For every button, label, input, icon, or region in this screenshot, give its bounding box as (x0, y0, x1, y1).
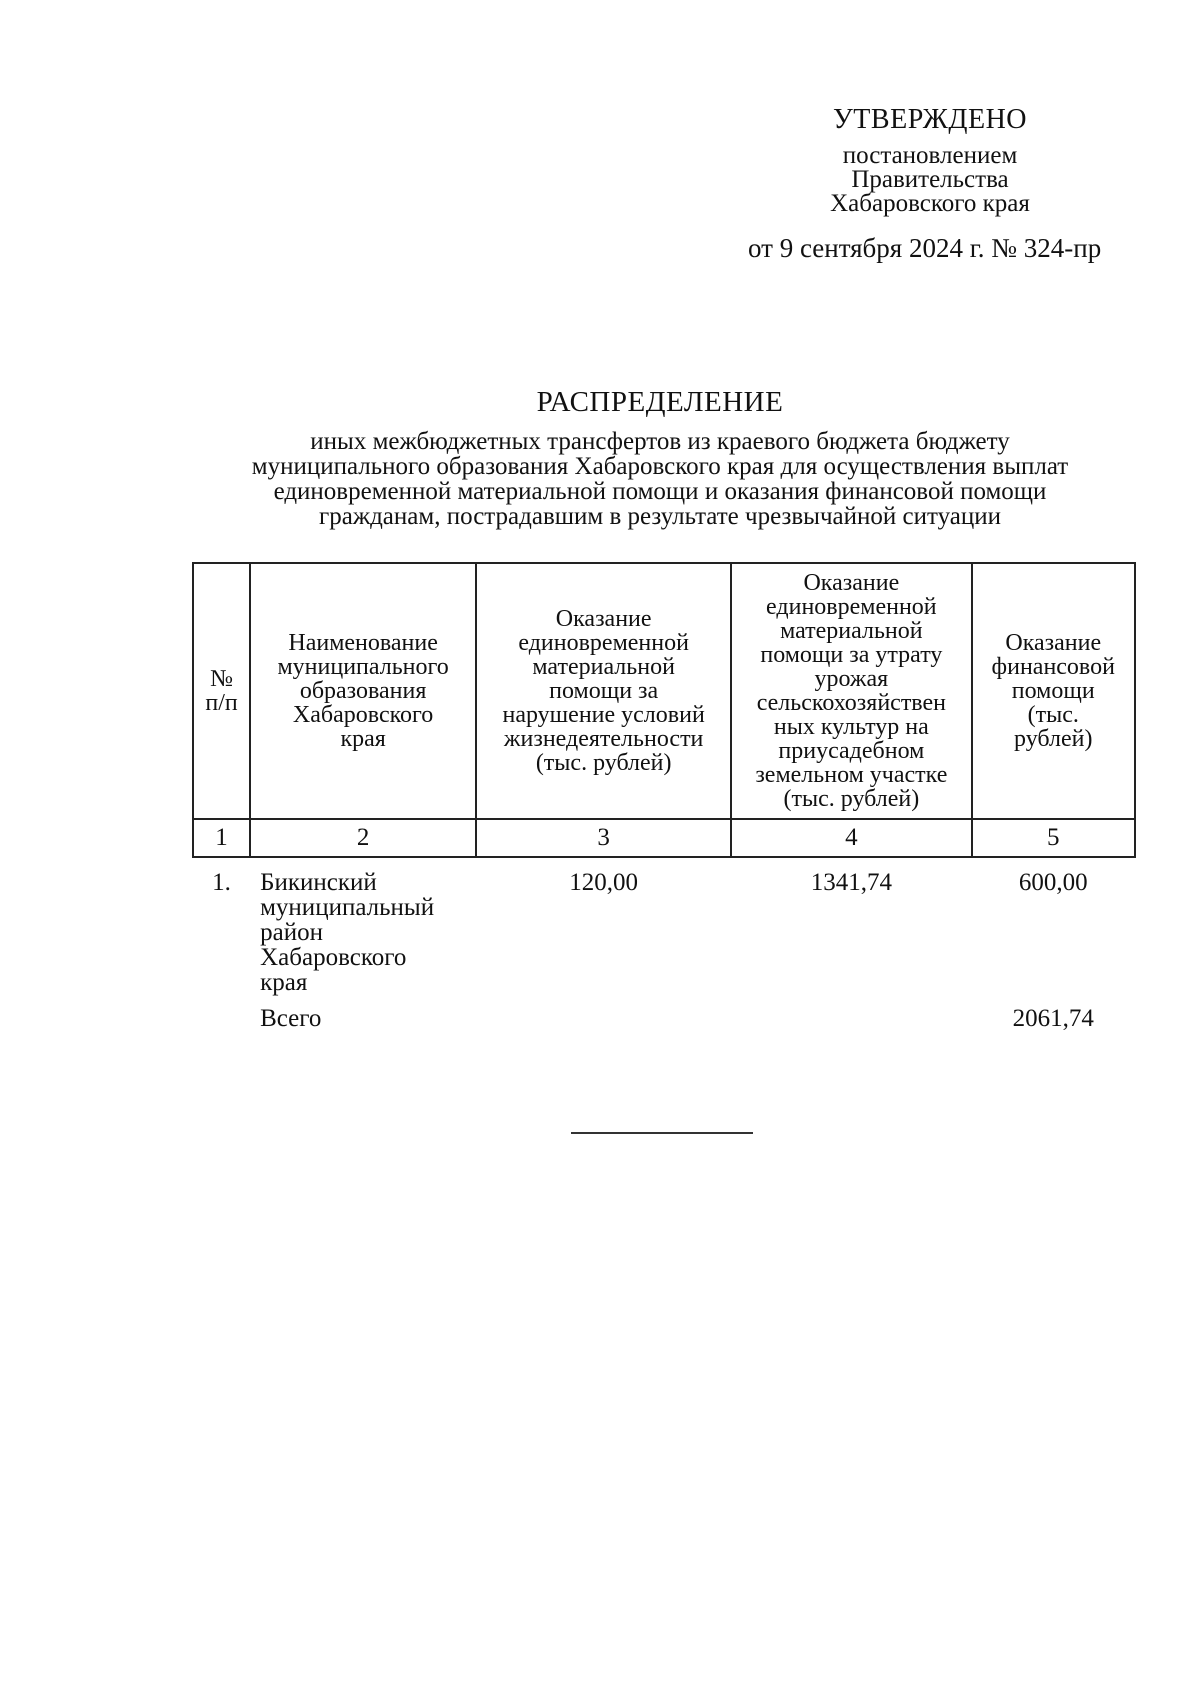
row-municipality-name: Бикинский муниципальный район Хабаровского края (260, 869, 435, 996)
column-number: 2 (250, 819, 476, 857)
approval-line-3: Хабаровского края (830, 190, 1030, 217)
row-value-col4: 1341,74 (810, 869, 892, 896)
approval-block (700, 104, 1160, 263)
table-row (193, 857, 1135, 995)
approval-heading: УТВЕРЖДЕНО (832, 104, 1028, 135)
total-label: Всего (260, 1005, 322, 1032)
row-number: 1. (212, 869, 231, 896)
end-separator-line (571, 1132, 753, 1134)
header-municipality: Наименование муниципального образования Хабаровского края (250, 563, 476, 819)
document-subtitle: иных межбюджетных трансфертов из краевого бюджета бюджету муниципального образования Хабаровского края для осуществления выплат единовременной материальной помощи и оказания финансовой помощи гражданам, пострадавшим в результате чрезвычайной ситуации (251, 428, 1069, 530)
header-material-aid-living-conditions: Оказание единовременной материальной помощи за нарушение условий жизнедеятельности (тыс. рублей) (476, 563, 731, 819)
header-financial-aid: Оказание финансовой помощи (тыс. рублей) (972, 563, 1135, 819)
approval-line-1: постановлением (842, 142, 1018, 169)
column-number: 1 (193, 819, 250, 857)
row-value-col3: 120,00 (569, 869, 639, 896)
approval-date: от 9 сентября 2024 г. № 324-пр (748, 233, 1102, 263)
row-value-col5: 600,00 (1018, 869, 1088, 896)
header-material-aid-crop-loss: Оказание единовременной материальной помощи за утрату урожая сельскохозяйствен ных культур на приусадебном земельном участке (тыс. рублей) (731, 563, 971, 819)
approval-line-2: Правительства (851, 166, 1009, 193)
column-number: 4 (731, 819, 971, 857)
column-number-row (193, 819, 1135, 857)
document-title-block (150, 385, 1170, 529)
column-number: 3 (476, 819, 731, 857)
document-title: РАСПРЕДЕЛЕНИЕ (536, 386, 784, 418)
total-value: 2061,74 (1012, 1005, 1094, 1032)
table-header-row (193, 563, 1135, 819)
header-number: № п/п (193, 563, 250, 819)
distribution-table (192, 562, 1136, 1031)
column-number: 5 (972, 819, 1135, 857)
total-row (193, 995, 1135, 1031)
